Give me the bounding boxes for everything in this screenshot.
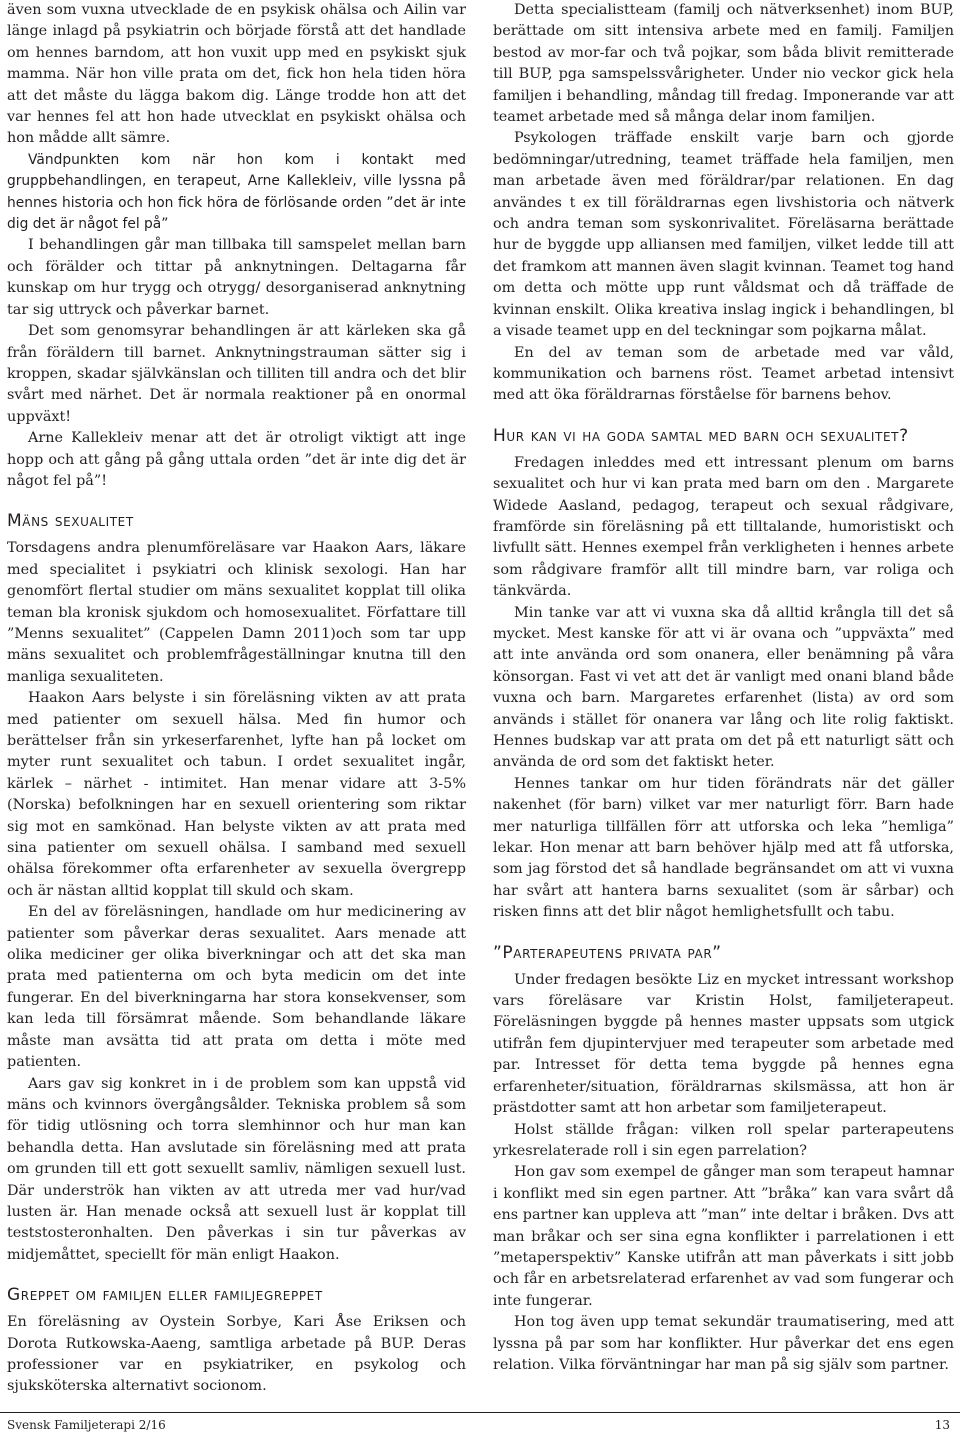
- right-column: [493, 0, 954, 1376]
- paragraph: Aars gav sig konkret in i de problem som kan uppstå vid mäns och kvinnors övergångsålder. Tekniska problem så som för tidig utlösning och torra slemhinnor och hur man kan behandla detta. Han avslutade sin föreläsning med att prata om grunden till ett gott sexuellt samliv, nämligen sexuell lust. Där underströk han vikten av att utreda mer vad hur/vad lusten är. Han menade också att sexuell lust är kopplat till teststosteronhalten. Den påverkas i sin tur påverkas av midjemåttet, speciellt för män enligt Haakon.: [7, 1075, 466, 1263]
- section-heading: Hur kan vi ha goda samtal med barn och sexualitet?: [493, 425, 909, 446]
- paragraph: Hennes tankar om hur tiden förändrats när det gäller nakenhet (för barn) vilket var mer naturligt förr. Barn hade mer naturliga tillfällen förr att utforska och leka ”hemliga” lekar. Hon menar att barn behöver hjälp med att få utforska, som jag förstod det så handlade begränsandet om att vi vuxna har svårt att hantera barns sexualitet (som är sårbar) och risken finns att det blir något hemlighetsfullt och tabu.: [493, 775, 954, 921]
- paragraph: Detta specialistteam (familj och nätverksenhet) inom BUP, berättade om sitt intensiva arbete med en familj. Familjen bestod av mor-far och två pojkar, som båda blivit remitterade till BUP, pga samspelssvårigheter. Under nio veckor gick hela familjen i behandling, måndag till fredag. Imponerande var att teamet arbetade med så många delar inom familjen.: [493, 2, 954, 126]
- footer-publication: Svensk Familjeterapi 2/16: [7, 1418, 166, 1432]
- paragraph: Fredagen inleddes med ett intressant plenum om barns sexualitet och hur vi kan prata med barn om den . Margarete Widede Aasland, pedagog, terapeut och sexual rådgivare, framförde sin föreläsning på ett tilltalande, humoristiskt och livfullt sätt. Hennes exempel från verkligheten i hennes arbete som rådgivare framför allt till mindre barn, var roliga och tänkvärda.: [493, 454, 954, 600]
- section-heading: ”Parterapeutens privata par”: [493, 942, 722, 963]
- section-heading: Mäns sexualitet: [7, 511, 134, 532]
- paragraph: En del av föreläsningen, handlade om hur medicinering av patienter som påverkar deras sexualitet. Aars menade att olika mediciner ger olika biverkningar och att det ska man prata med patienterna om och byta medicin om det inte fungerar. En del biverkningarna har stora konsekvenser, som kan leda till försämrat mående. Som behandlande läkare måste man avsätta tid att prata om detta i möte med patienten.: [7, 904, 466, 1071]
- paragraph: I behandlingen går man tillbaka till samspelet mellan barn och förälder och tittar på anknytningen. Deltagarna får kunskap om hur trygg och otrygg/ desorganiserad anknytning tar sig uttryck och påverkar barnet.: [7, 237, 466, 318]
- paragraph: En del av teman som de arbetade med var våld, kommunikation och barnens röst. Teamet arbetad intensivt med att öka föräldrarnas förståelse för barnens behov.: [493, 344, 954, 404]
- paragraph: En föreläsning av Oystein Sorbye, Kari Åse Eriksen och Dorota Rutkowska-Aaeng, samtliga arbetade på BUP. Deras professioner var en psykiatriker, en psykolog och sjuksköterska alternativt socionom.: [7, 1314, 466, 1395]
- footer-divider: [0, 1412, 960, 1413]
- paragraph: Holst ställde frågan: vilken roll spelar parterapeutens yrkesrelaterade roll i sin egen parrelation?: [493, 1121, 954, 1159]
- paragraph: Psykologen träffade enskilt varje barn och gjorde bedömningar/utredning, teamet träffade hela familjen, men man arbetade även med föräldrar/par relationen. En dag användes t ex till föräldrarnas egen livshistoria och nätverk och andra teman som syskonrivalitet. Föreläsarna berättade hur de byggde upp alliansen med familjen, vilket ledde till att det framkom att mannen även slagit kvinnan. Teamet tog hand om detta och mötte upp runt våldsmat och då träffade de kvinnan enskilt. Olika kreativa inslag ingick i behandlingen, bl a visade teamet upp en del teckningar som pojkarna målat.: [493, 130, 954, 340]
- paragraph: Haakon Aars belyste i sin föreläsning vikten av att prata med patienter om sexuell hälsa. Med fin humor och berättelser från sin yrkeserfarenhet, lyfte han på locket om myter runt sexualitet och tabun. I ordet sexualitet ingår, kärlek – närhet - intimitet. Han menar vidare att 3-5% (Norska) befolkningen har en sexuell orientering som riktar sig mot en samkönad. Han belyste vikten av att prata med sina patienter om sexuell ohälsa. I samband med sexuell ohälsa förekommer ofta erfarenheter av sexuella övergrepp och är nästan alltid kopplat till skuld och skam.: [7, 690, 466, 899]
- left-column: [7, 0, 466, 1398]
- paragraph: Min tanke var att vi vuxna ska då alltid krångla till det så mycket. Mest kanske för att vi är ovana och ”uppväxta” med att inte använda ord som onanera, eller benämning på våra könsorgan. Fast vi vet att det är vanligt med onani bland både vuxna och barn. Margaretes erfarenhet (lista) av ord som används i stället för onanera var lång och lite rolig faktiskt. Hennes budskap var att prata om det på ett naturligt sätt och använda de ord som det faktiskt heter.: [493, 604, 954, 771]
- paragraph: Arne Kallekleiv menar att det är otroligt viktigt att inge hopp och att gång på gång uttala orden ”det är inte dig det är något fel på”!: [7, 430, 466, 489]
- page-number: 13: [934, 1418, 950, 1432]
- section-heading: Greppet om familjen eller familjegreppet: [7, 1285, 323, 1306]
- paragraph: Torsdagens andra plenumföreläsare var Haakon Aars, läkare med specialitet i psykiatri och klinisk sexologi. Han har genomfört flertal studier om mäns sexualitet kopplat till olika teman bla kronisk sjukdom och homosexualitet. Författare till ”Menns sexualitet” (Cappelen Damn 2011)och som tar upp mäns sexualitet och problemfrågeställningar knutna till den manliga sexualiteten.: [7, 540, 466, 685]
- paragraph: Hon gav som exempel de gånger man som terapeut hamnar i konflikt med sin egen partner. Att ”bråka” kan vara svårt då ens partner kan uppleva att ”man” inte deltar i bråken. Dvs att man bråkar och ser sina egna konflikter i parrelationen i ett ”metaperspektiv” Kanske utifrån att man påverkats i sitt jobb och får en arbetsrelaterad erfarenhet av vad som fungerar och inte fungerar.: [493, 1164, 954, 1309]
- paragraph: Hon tog även upp temat sekundär traumatisering, med att lyssna på par som har konflikter. Hur påverkar det ens egen relation. Vilka förväntningar har man på sig själv som partner.: [493, 1314, 954, 1373]
- paragraph: även som vuxna utvecklade de en psykisk ohälsa och Ailin var länge inlagd på psykiatrin och började förstå att det handlade om hennes barndom, att hon vuxit upp med en psykiskt sjuk mamma. När hon ville prata om det, fick hon hela tiden höra att det måste du lägga bakom dig. Länge trodde hon att det var hennes fel att hon hade utvecklat en psykiskt ohälsa och hon mådde allt sämre.: [7, 2, 466, 147]
- paragraph: Det som genomsyrar behandlingen är att kärleken ska gå från föräldern till barnet. Anknytningstrauman sätter sig i kroppen, skadar självkänslan och tilliten till andra och det blir svårt med närhet. Det är normala reaktioner på en onormal uppväxt!: [7, 323, 466, 425]
- paragraph: Under fredagen besökte Liz en mycket intressant workshop vars föreläsare var Kristin Holst, familjeterapeut. Föreläsningen byggde på hennes master uppsats som utgick utifrån fem djupintervjuer med terapeuter som arbetade med par. Intresset för detta tema byggde på hennes egna erfarenheter/situation, föräldrarnas skilsmässa, att hon är prästdotter samt att hon arbetar som familjeterapeut.: [493, 971, 954, 1117]
- paragraph: Vändpunkten kom när hon kom i kontakt med gruppbehandlingen, en terapeut, Arne Kallekleiv, ville lyssna på hennes historia och hon fick höra de förlösande orden ”det är inte dig det är något fel på”: [7, 151, 466, 233]
